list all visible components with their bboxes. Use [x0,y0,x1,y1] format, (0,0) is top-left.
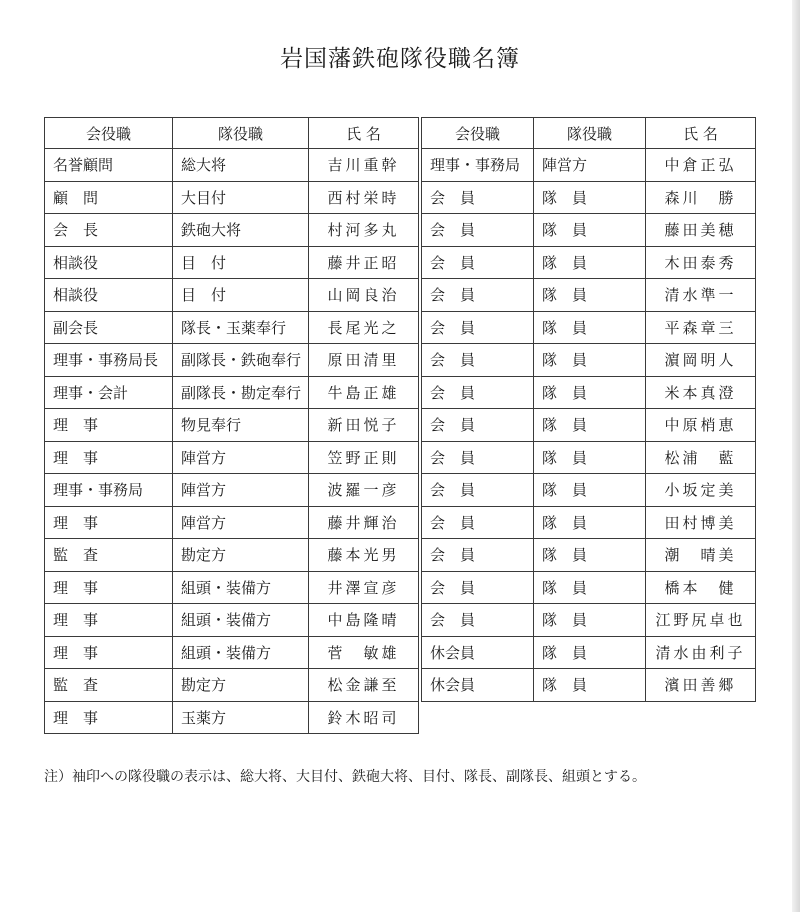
cell-tai-yakushoku: 陣営方 [173,506,309,539]
cell-tai-yakushoku: 陣営方 [173,441,309,474]
table-row [45,181,419,214]
cell-shimei: 平森章三 [646,311,756,344]
table-row [422,344,756,377]
cell-kai-yakushoku: 会 員 [422,214,534,247]
cell-kai-yakushoku: 会 員 [422,376,534,409]
cell-kai-yakushoku: 理事・会計 [45,376,173,409]
cell-kai-yakushoku: 監 査 [45,539,173,572]
table-row [422,604,756,637]
header-row [422,118,756,149]
table-row [45,669,419,702]
cell-shimei: 小坂定美 [646,474,756,507]
table-row [422,311,756,344]
page-edge-shadow [792,0,800,912]
cell-kai-yakushoku: 会 員 [422,344,534,377]
table-row [45,441,419,474]
cell-kai-yakushoku: 相談役 [45,279,173,312]
cell-tai-yakushoku: 組頭・装備方 [173,636,309,669]
cell-tai-yakushoku: 隊 員 [534,441,646,474]
cell-kai-yakushoku: 会 員 [422,474,534,507]
cell-shimei: 橋本 健 [646,571,756,604]
cell-kai-yakushoku: 会 員 [422,279,534,312]
table-row [422,181,756,214]
table-row [45,376,419,409]
cell-tai-yakushoku: 副隊長・勘定奉行 [173,376,309,409]
cell-shimei: 中島隆晴 [309,604,419,637]
cell-shimei: 清水由利子 [646,636,756,669]
cell-shimei: 長尾光之 [309,311,419,344]
footnote: 注）袖印への隊役職の表示は、総大将、大目付、鉄砲大将、目付、隊長、副隊長、組頭とする。 [44,769,646,785]
table-row [422,539,756,572]
cell-shimei: 村河多丸 [309,214,419,247]
cell-kai-yakushoku: 会 員 [422,539,534,572]
cell-tai-yakushoku: 勘定方 [173,539,309,572]
cell-kai-yakushoku: 理 事 [45,506,173,539]
cell-kai-yakushoku: 監 査 [45,669,173,702]
cell-kai-yakushoku: 会 員 [422,409,534,442]
table-row [422,149,756,182]
cell-kai-yakushoku: 休会員 [422,669,534,702]
table-row [45,149,419,182]
header-row [45,118,419,149]
cell-shimei: 藤井輝治 [309,506,419,539]
cell-tai-yakushoku: 隊 員 [534,636,646,669]
cell-kai-yakushoku: 名誉顧問 [45,149,173,182]
table-row [45,214,419,247]
cell-shimei: 田村博美 [646,506,756,539]
cell-tai-yakushoku: 隊 員 [534,409,646,442]
cell-tai-yakushoku: 陣営方 [173,474,309,507]
cell-shimei: 松浦 藍 [646,441,756,474]
cell-kai-yakushoku: 理 事 [45,409,173,442]
cell-tai-yakushoku: 大目付 [173,181,309,214]
table-row [422,409,756,442]
table-row [45,539,419,572]
cell-kai-yakushoku: 会 員 [422,571,534,604]
cell-tai-yakushoku: 隊 員 [534,604,646,637]
cell-tai-yakushoku: 隊 員 [534,669,646,702]
cell-shimei: 牛島正雄 [309,376,419,409]
table-row [422,279,756,312]
roster-table-left [44,117,419,734]
table-row [45,701,419,734]
cell-kai-yakushoku: 会 員 [422,246,534,279]
cell-shimei: 井澤宣彦 [309,571,419,604]
cell-shimei: 清水準一 [646,279,756,312]
cell-tai-yakushoku: 隊 員 [534,571,646,604]
cell-tai-yakushoku: 隊 員 [534,279,646,312]
cell-shimei: 新田悦子 [309,409,419,442]
cell-tai-yakushoku: 物見奉行 [173,409,309,442]
cell-kai-yakushoku: 理事・事務局 [422,149,534,182]
cell-kai-yakushoku: 会 員 [422,311,534,344]
cell-tai-yakushoku: 組頭・装備方 [173,604,309,637]
table-row [422,214,756,247]
page-title: 岩国藩鉄砲隊役職名簿 [280,46,520,72]
cell-tai-yakushoku: 副隊長・鉄砲奉行 [173,344,309,377]
header-shimei: 氏 名 [309,118,419,149]
cell-tai-yakushoku: 総大将 [173,149,309,182]
table-row [422,669,756,702]
cell-shimei: 鈴木昭司 [309,701,419,734]
cell-kai-yakushoku: 会 長 [45,214,173,247]
cell-shimei: 松金謙至 [309,669,419,702]
cell-shimei: 藤田美穂 [646,214,756,247]
cell-shimei: 濵岡明人 [646,344,756,377]
cell-shimei: 木田泰秀 [646,246,756,279]
cell-tai-yakushoku: 隊 員 [534,539,646,572]
cell-tai-yakushoku: 勘定方 [173,669,309,702]
table-row [422,441,756,474]
cell-kai-yakushoku: 理 事 [45,441,173,474]
cell-kai-yakushoku: 会 員 [422,181,534,214]
header-tai-yakushoku: 隊役職 [173,118,309,149]
table-row [422,474,756,507]
cell-shimei: 波羅一彦 [309,474,419,507]
cell-tai-yakushoku: 組頭・装備方 [173,571,309,604]
cell-shimei: 中倉正弘 [646,149,756,182]
cell-kai-yakushoku: 理 事 [45,701,173,734]
table-row [45,344,419,377]
cell-tai-yakushoku: 隊 員 [534,474,646,507]
table-row [422,506,756,539]
cell-kai-yakushoku: 顧 問 [45,181,173,214]
cell-tai-yakushoku: 玉薬方 [173,701,309,734]
table-row [422,376,756,409]
cell-shimei: 西村栄時 [309,181,419,214]
cell-tai-yakushoku: 隊 員 [534,311,646,344]
cell-tai-yakushoku: 隊 員 [534,376,646,409]
table-row [45,409,419,442]
cell-kai-yakushoku: 休会員 [422,636,534,669]
cell-shimei: 濱田善郷 [646,669,756,702]
cell-tai-yakushoku: 目 付 [173,279,309,312]
cell-shimei: 中原梢恵 [646,409,756,442]
header-kai-yakushoku: 会役職 [422,118,534,149]
header-kai-yakushoku: 会役職 [45,118,173,149]
cell-tai-yakushoku: 隊 員 [534,246,646,279]
cell-kai-yakushoku: 理事・事務局長 [45,344,173,377]
cell-shimei: 山岡良治 [309,279,419,312]
table-row [45,474,419,507]
cell-tai-yakushoku: 目 付 [173,246,309,279]
table-row [422,246,756,279]
cell-kai-yakushoku: 理 事 [45,571,173,604]
cell-tai-yakushoku: 隊 員 [534,506,646,539]
cell-shimei: 菅 敏雄 [309,636,419,669]
cell-shimei: 吉川重幹 [309,149,419,182]
cell-kai-yakushoku: 会 員 [422,441,534,474]
roster-table-right [421,117,756,702]
cell-tai-yakushoku: 隊 員 [534,344,646,377]
cell-kai-yakushoku: 理 事 [45,636,173,669]
table-row [45,604,419,637]
cell-kai-yakushoku: 理 事 [45,604,173,637]
table-row [45,279,419,312]
cell-kai-yakushoku: 相談役 [45,246,173,279]
table-row [422,636,756,669]
table-row [45,571,419,604]
cell-shimei: 笠野正則 [309,441,419,474]
header-shimei: 氏 名 [646,118,756,149]
table-row [45,246,419,279]
table-row [45,311,419,344]
cell-shimei: 藤本光男 [309,539,419,572]
cell-kai-yakushoku: 副会長 [45,311,173,344]
cell-kai-yakushoku: 会 員 [422,506,534,539]
cell-shimei: 原田清里 [309,344,419,377]
cell-shimei: 潮 晴美 [646,539,756,572]
cell-shimei: 森川 勝 [646,181,756,214]
cell-shimei: 藤井正昭 [309,246,419,279]
table-row [422,571,756,604]
cell-tai-yakushoku: 鉄砲大将 [173,214,309,247]
header-tai-yakushoku: 隊役職 [534,118,646,149]
cell-tai-yakushoku: 陣営方 [534,149,646,182]
cell-kai-yakushoku: 理事・事務局 [45,474,173,507]
cell-kai-yakushoku: 会 員 [422,604,534,637]
cell-tai-yakushoku: 隊 員 [534,214,646,247]
cell-shimei: 米本真澄 [646,376,756,409]
cell-tai-yakushoku: 隊 員 [534,181,646,214]
cell-shimei: 江野尻卓也 [646,604,756,637]
cell-tai-yakushoku: 隊長・玉薬奉行 [173,311,309,344]
table-row [45,506,419,539]
table-row [45,636,419,669]
